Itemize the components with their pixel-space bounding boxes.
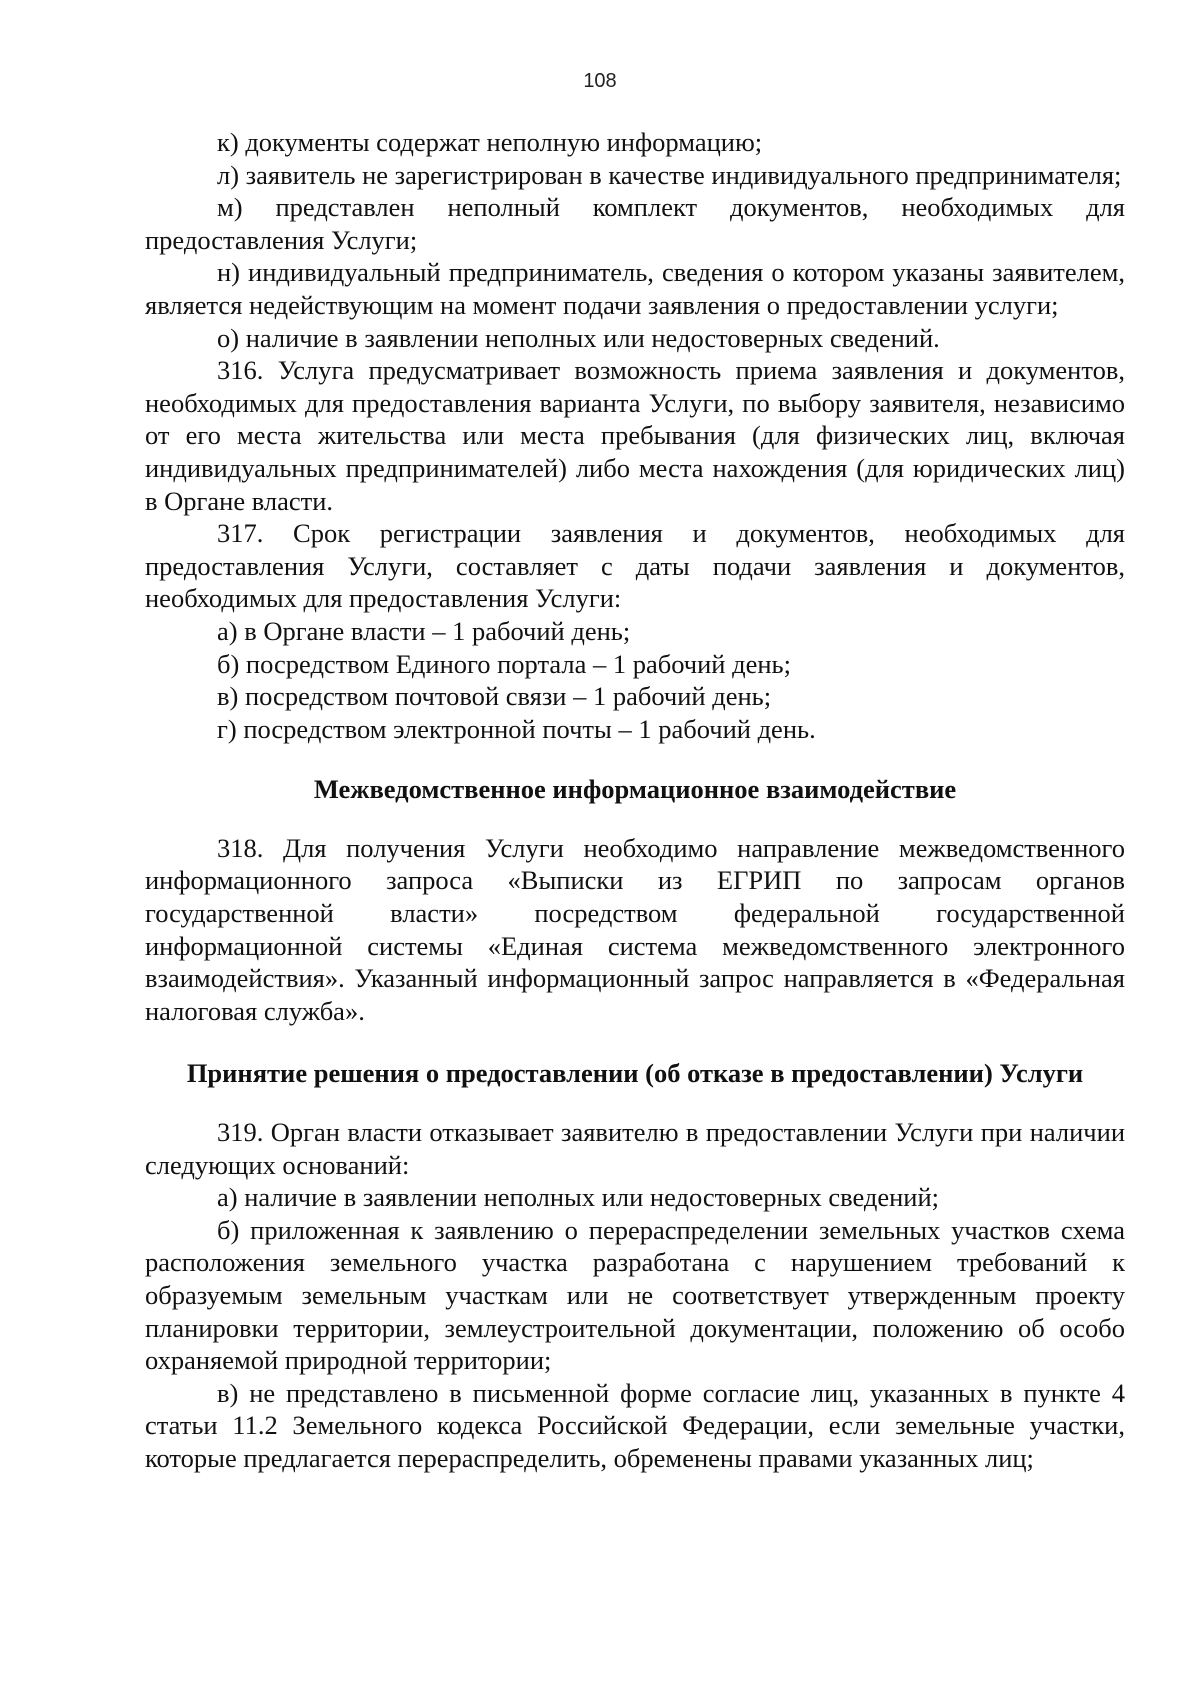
section-heading-interagency: Межведомственное информационное взаимодействие	[313, 774, 957, 805]
list-item-g: г) посредством электронной почты – 1 рабочий день.	[217, 713, 816, 744]
list-item-b: б) посредством Единого портала – 1 рабочий день;	[217, 648, 791, 679]
list-item-m: м) представлен неполный комплект документов, необходимых для предоставления Услуги;	[145, 192, 1125, 255]
page-number: 108	[583, 70, 617, 92]
list-item-a-2: а) наличие в заявлении неполных или недостоверных сведений;	[217, 1182, 940, 1213]
list-item-l: л) заявитель не зарегистрирован в качестве индивидуального предпринимателя;	[217, 159, 1122, 190]
paragraph-317: 317. Срок регистрации заявления и документов, необходимых для предоставления Услуги, составляет с даты подачи заявления и документов, необходимых для предоставления Услуги:	[145, 518, 1125, 614]
paragraph-316: 316. Услуга предусматривает возможность приема заявления и документов, необходимых для предоставления варианта Услуги, по выбору заявителя, независимо от его места жительства или места пребывания (для физических лиц, включая индивидуальных предпринимателей) либо места нахождения (для юридических лиц) в Органе власти.	[145, 355, 1125, 516]
paragraph-319: 319. Орган власти отказывает заявителю в предоставлении Услуги при наличии следующих оснований:	[145, 1117, 1125, 1180]
document-body	[145, 126, 1125, 1475]
paragraph-318: 318. Для получения Услуги необходимо направление межведомственного информационного запроса «Выписки из ЕГРИП по запросам органов государственной власти» посредством федеральной государственной информационной системы «Единая система межведомственного электронного взаимодействия». Указанный информационный запрос направляется в «Федеральная налоговая служба».	[145, 832, 1125, 1026]
list-item-a: а) в Органе власти – 1 рабочий день;	[217, 615, 631, 646]
list-item-k: к) документы содержат неполную информацию;	[217, 127, 763, 157]
list-item-v: в) посредством почтовой связи – 1 рабочий день;	[217, 681, 772, 712]
list-item-b-2: б) приложенная к заявлению о перераспределении земельных участков схема расположения земельного участка разработана с нарушением требований к образуемым земельным участкам или не соответствует утвержденным проекту планировки территории, землеустроительной документации, положению об особо охраняемой природной территории;	[145, 1214, 1125, 1376]
list-item-v-2: в) не представлено в письменной форме согласие лиц, указанных в пункте 4 статьи 11.2 Земельного кодекса Российской Федерации, если земельные участки, которые предлагается перераспределить, обременены правами указанных лиц;	[145, 1377, 1125, 1473]
list-item-n: н) индивидуальный предприниматель, сведения о котором указаны заявителем, является недействующим на момент подачи заявления о предоставлении услуги;	[145, 257, 1125, 320]
section-heading-decision: Принятие решения о предоставлении (об отказе в предоставлении) Услуги	[186, 1058, 1084, 1089]
list-item-o: о) наличие в заявлении неполных или недостоверных сведений.	[217, 322, 940, 353]
